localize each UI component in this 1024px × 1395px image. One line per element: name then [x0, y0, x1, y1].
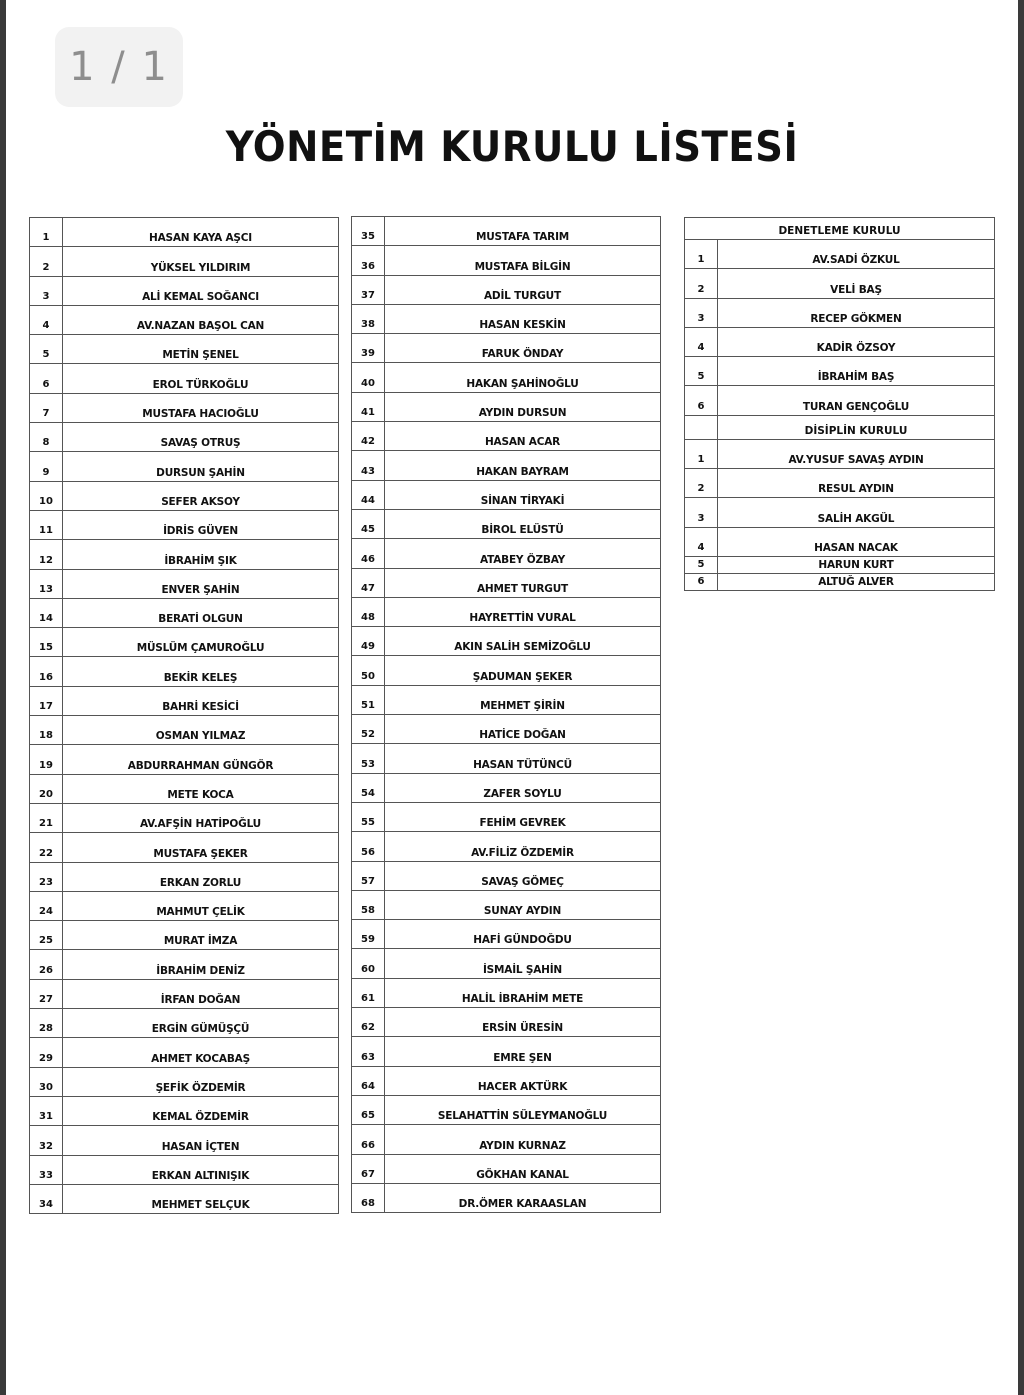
row-number: 8 — [30, 423, 63, 452]
row-number: 37 — [352, 275, 385, 304]
table-row — [30, 276, 339, 305]
row-number: 67 — [352, 1154, 385, 1183]
row-number: 53 — [352, 744, 385, 773]
table-row — [352, 480, 661, 509]
table-row — [30, 657, 339, 686]
header-number-cell — [685, 415, 718, 439]
table-row — [30, 452, 339, 481]
viewer-frame-left — [0, 0, 6, 1395]
member-name: ERSİN ÜRESİN — [385, 1008, 661, 1037]
member-name: AV.AFŞİN HATİPOĞLU — [63, 803, 339, 832]
row-number: 2 — [685, 269, 718, 298]
member-name: MUSTAFA BİLGİN — [385, 246, 661, 275]
row-number: 17 — [30, 686, 63, 715]
row-number: 39 — [352, 334, 385, 363]
member-name: SİNAN TİRYAKİ — [385, 480, 661, 509]
table-row — [30, 1184, 339, 1213]
member-name: İBRAHİM ŞIK — [63, 540, 339, 569]
row-number: 59 — [352, 920, 385, 949]
row-number: 27 — [30, 979, 63, 1008]
table-row — [352, 597, 661, 626]
member-name: MÜSLÜM ÇAMUROĞLU — [63, 628, 339, 657]
discipline-board-header — [685, 415, 995, 439]
row-number: 5 — [685, 556, 718, 573]
row-number: 2 — [30, 247, 63, 276]
member-name: SALİH AKGÜL — [718, 498, 995, 527]
table-row — [30, 510, 339, 539]
member-name: KEMAL ÖZDEMİR — [63, 1096, 339, 1125]
row-number: 64 — [352, 1066, 385, 1095]
row-number: 4 — [30, 305, 63, 334]
row-number: 40 — [352, 363, 385, 392]
table-row — [352, 304, 661, 333]
member-name: KADİR ÖZSOY — [718, 327, 995, 356]
table-row — [685, 498, 995, 527]
row-number: 3 — [685, 498, 718, 527]
table-row — [352, 1154, 661, 1183]
member-name: HASAN ACAR — [385, 422, 661, 451]
row-number: 1 — [685, 240, 718, 269]
row-number: 1 — [685, 439, 718, 468]
member-name: ŞADUMAN ŞEKER — [385, 656, 661, 685]
member-name: HAYRETTİN VURAL — [385, 597, 661, 626]
table-row — [30, 979, 339, 1008]
member-name: AV.NAZAN BAŞOL CAN — [63, 305, 339, 334]
table-row — [30, 1009, 339, 1038]
row-number: 51 — [352, 685, 385, 714]
member-name: ERKAN ZORLU — [63, 862, 339, 891]
table-row — [685, 556, 995, 573]
table-row — [30, 1155, 339, 1184]
row-number: 6 — [30, 364, 63, 393]
table-row — [30, 716, 339, 745]
row-number: 46 — [352, 539, 385, 568]
table-row — [352, 949, 661, 978]
table-row — [30, 598, 339, 627]
row-number: 55 — [352, 802, 385, 831]
table-row — [30, 393, 339, 422]
row-number: 21 — [30, 803, 63, 832]
member-name: AHMET KOCABAŞ — [63, 1038, 339, 1067]
table-row — [30, 569, 339, 598]
table-row — [352, 1008, 661, 1037]
row-number: 28 — [30, 1009, 63, 1038]
member-name: ZAFER SOYLU — [385, 773, 661, 802]
audit-board-header — [685, 218, 995, 240]
member-name: VELİ BAŞ — [718, 269, 995, 298]
table-row — [352, 978, 661, 1007]
table-row — [30, 862, 339, 891]
table-row — [685, 240, 995, 269]
member-name: ENVER ŞAHİN — [63, 569, 339, 598]
table-row — [352, 656, 661, 685]
member-name: HAFİ GÜNDOĞDU — [385, 920, 661, 949]
table-row — [352, 920, 661, 949]
table-row — [352, 744, 661, 773]
member-name: HAKAN ŞAHİNOĞLU — [385, 363, 661, 392]
row-number: 66 — [352, 1125, 385, 1154]
table-row — [352, 1095, 661, 1124]
row-number: 9 — [30, 452, 63, 481]
member-name: SAVAŞ OTRUŞ — [63, 423, 339, 452]
row-number: 35 — [352, 217, 385, 246]
row-number: 4 — [685, 527, 718, 556]
table-row — [30, 364, 339, 393]
row-number: 49 — [352, 627, 385, 656]
member-name: HASAN İÇTEN — [63, 1126, 339, 1155]
member-name: EROL TÜRKOĞLU — [63, 364, 339, 393]
member-name: ŞEFİK ÖZDEMİR — [63, 1067, 339, 1096]
member-name: SEFER AKSOY — [63, 481, 339, 510]
table-row — [352, 275, 661, 304]
row-number: 60 — [352, 949, 385, 978]
table-row — [352, 1183, 661, 1212]
table-row — [30, 335, 339, 364]
member-name: OSMAN YILMAZ — [63, 716, 339, 745]
table-row — [685, 269, 995, 298]
member-name: ALTUĞ ALVER — [718, 573, 995, 590]
row-number: 1 — [30, 218, 63, 247]
audit-board-title: DENETLEME KURULU — [685, 218, 995, 240]
table-row — [352, 568, 661, 597]
table-row — [352, 363, 661, 392]
table-row — [352, 392, 661, 421]
table-row — [352, 773, 661, 802]
member-name: MURAT İMZA — [63, 921, 339, 950]
row-number: 26 — [30, 950, 63, 979]
table-row — [30, 1096, 339, 1125]
row-number: 57 — [352, 861, 385, 890]
board-list-column-1 — [29, 217, 339, 1214]
member-name: BİROL ELÜSTÜ — [385, 509, 661, 538]
table-row — [352, 422, 661, 451]
row-number: 61 — [352, 978, 385, 1007]
table-row — [352, 246, 661, 275]
table-row — [352, 1037, 661, 1066]
row-number: 5 — [685, 357, 718, 386]
member-name: İRFAN DOĞAN — [63, 979, 339, 1008]
table-row — [352, 802, 661, 831]
table-row — [352, 685, 661, 714]
member-name: YÜKSEL YILDIRIM — [63, 247, 339, 276]
table-row — [30, 247, 339, 276]
row-number: 30 — [30, 1067, 63, 1096]
row-number: 41 — [352, 392, 385, 421]
row-number: 13 — [30, 569, 63, 598]
member-name: HALİL İBRAHİM METE — [385, 978, 661, 1007]
row-number: 33 — [30, 1155, 63, 1184]
row-number: 44 — [352, 480, 385, 509]
table-row — [30, 540, 339, 569]
table-row — [685, 527, 995, 556]
table-row — [352, 334, 661, 363]
member-name: ADİL TURGUT — [385, 275, 661, 304]
table-row — [352, 715, 661, 744]
table-row — [30, 774, 339, 803]
table-row — [30, 423, 339, 452]
member-name: MUSTAFA ŞEKER — [63, 833, 339, 862]
row-number: 11 — [30, 510, 63, 539]
member-name: ABDURRAHMAN GÜNGÖR — [63, 745, 339, 774]
member-name: GÖKHAN KANAL — [385, 1154, 661, 1183]
member-name: EMRE ŞEN — [385, 1037, 661, 1066]
row-number: 48 — [352, 597, 385, 626]
member-name: BERATİ OLGUN — [63, 598, 339, 627]
member-name: ERGİN GÜMÜŞÇÜ — [63, 1009, 339, 1038]
row-number: 20 — [30, 774, 63, 803]
member-name: AHMET TURGUT — [385, 568, 661, 597]
table-row — [352, 861, 661, 890]
table-row — [30, 891, 339, 920]
row-number: 34 — [30, 1184, 63, 1213]
row-number: 6 — [685, 386, 718, 415]
member-name: FARUK ÖNDAY — [385, 334, 661, 363]
table-row — [30, 745, 339, 774]
member-name: FEHİM GEVREK — [385, 802, 661, 831]
member-name: ERKAN ALTINIŞIK — [63, 1155, 339, 1184]
row-number: 16 — [30, 657, 63, 686]
member-name: HASAN NACAK — [718, 527, 995, 556]
row-number: 10 — [30, 481, 63, 510]
member-name: BAHRİ KESİCİ — [63, 686, 339, 715]
row-number: 4 — [685, 327, 718, 356]
row-number: 43 — [352, 451, 385, 480]
table-row — [352, 627, 661, 656]
table-row — [685, 298, 995, 327]
member-name: METE KOCA — [63, 774, 339, 803]
member-name: HACER AKTÜRK — [385, 1066, 661, 1095]
page-indicator: 1 / 1 — [55, 27, 183, 107]
table-row — [30, 803, 339, 832]
member-name: AV.SADİ ÖZKUL — [718, 240, 995, 269]
member-name: İBRAHİM BAŞ — [718, 357, 995, 386]
table-row — [30, 921, 339, 950]
row-number: 23 — [30, 862, 63, 891]
row-number: 19 — [30, 745, 63, 774]
row-number: 68 — [352, 1183, 385, 1212]
table-row — [352, 1125, 661, 1154]
table-row — [685, 573, 995, 590]
table-row — [30, 686, 339, 715]
member-name: AYDIN KURNAZ — [385, 1125, 661, 1154]
member-name: RECEP GÖKMEN — [718, 298, 995, 327]
row-number: 31 — [30, 1096, 63, 1125]
row-number: 3 — [30, 276, 63, 305]
member-name: HASAN KESKİN — [385, 304, 661, 333]
row-number: 36 — [352, 246, 385, 275]
member-name: HAKAN BAYRAM — [385, 451, 661, 480]
member-name: BEKİR KELEŞ — [63, 657, 339, 686]
member-name: MEHMET ŞİRİN — [385, 685, 661, 714]
member-name: SELAHATTİN SÜLEYMANOĞLU — [385, 1095, 661, 1124]
member-name: İSMAİL ŞAHİN — [385, 949, 661, 978]
member-name: MEHMET SELÇUK — [63, 1184, 339, 1213]
table-row — [685, 357, 995, 386]
row-number: 24 — [30, 891, 63, 920]
row-number: 38 — [352, 304, 385, 333]
member-name: TURAN GENÇOĞLU — [718, 386, 995, 415]
member-name: AYDIN DURSUN — [385, 392, 661, 421]
member-name: SAVAŞ GÖMEÇ — [385, 861, 661, 890]
row-number: 29 — [30, 1038, 63, 1067]
table-row — [685, 386, 995, 415]
table-row — [30, 833, 339, 862]
row-number: 50 — [352, 656, 385, 685]
row-number: 2 — [685, 469, 718, 498]
row-number: 25 — [30, 921, 63, 950]
table-row — [685, 327, 995, 356]
member-name: MUSTAFA HACIOĞLU — [63, 393, 339, 422]
member-name: RESUL AYDIN — [718, 469, 995, 498]
table-row — [352, 451, 661, 480]
row-number: 18 — [30, 716, 63, 745]
row-number: 7 — [30, 393, 63, 422]
table-row — [685, 469, 995, 498]
row-number: 42 — [352, 422, 385, 451]
table-row — [30, 950, 339, 979]
row-number: 6 — [685, 573, 718, 590]
member-name: ALİ KEMAL SOĞANCI — [63, 276, 339, 305]
row-number: 65 — [352, 1095, 385, 1124]
table-row — [30, 1038, 339, 1067]
table-row — [30, 628, 339, 657]
member-name: SUNAY AYDIN — [385, 890, 661, 919]
document-title: YÖNETİM KURULU LİSTESİ — [225, 122, 799, 171]
row-number: 58 — [352, 890, 385, 919]
viewer-frame-right — [1018, 0, 1024, 1395]
member-name: HASAN KAYA AŞCI — [63, 218, 339, 247]
table-row — [352, 217, 661, 246]
member-name: HATİCE DOĞAN — [385, 715, 661, 744]
member-name: AKIN SALİH SEMİZOĞLU — [385, 627, 661, 656]
row-number: 12 — [30, 540, 63, 569]
board-list-column-2 — [351, 216, 661, 1213]
committee-lists — [684, 217, 995, 591]
row-number: 3 — [685, 298, 718, 327]
table-row — [30, 481, 339, 510]
table-row — [685, 439, 995, 468]
table-row — [352, 832, 661, 861]
row-number: 56 — [352, 832, 385, 861]
row-number: 45 — [352, 509, 385, 538]
member-name: DR.ÖMER KARAASLAN — [385, 1183, 661, 1212]
row-number: 14 — [30, 598, 63, 627]
row-number: 22 — [30, 833, 63, 862]
member-name: HASAN TÜTÜNCÜ — [385, 744, 661, 773]
table-row — [30, 1126, 339, 1155]
discipline-board-title: DİSİPLİN KURULU — [718, 415, 995, 439]
member-name: ATABEY ÖZBAY — [385, 539, 661, 568]
member-name: METİN ŞENEL — [63, 335, 339, 364]
row-number: 47 — [352, 568, 385, 597]
table-row — [352, 509, 661, 538]
table-row — [30, 218, 339, 247]
row-number: 32 — [30, 1126, 63, 1155]
row-number: 15 — [30, 628, 63, 657]
row-number: 52 — [352, 715, 385, 744]
table-row — [30, 305, 339, 334]
table-row — [352, 890, 661, 919]
member-name: İBRAHİM DENİZ — [63, 950, 339, 979]
table-row — [30, 1067, 339, 1096]
table-row — [352, 1066, 661, 1095]
table-row — [352, 539, 661, 568]
row-number: 54 — [352, 773, 385, 802]
member-name: HARUN KURT — [718, 556, 995, 573]
member-name: AV.YUSUF SAVAŞ AYDIN — [718, 439, 995, 468]
row-number: 63 — [352, 1037, 385, 1066]
member-name: MUSTAFA TARIM — [385, 217, 661, 246]
member-name: AV.FİLİZ ÖZDEMİR — [385, 832, 661, 861]
row-number: 5 — [30, 335, 63, 364]
member-name: MAHMUT ÇELİK — [63, 891, 339, 920]
member-name: DURSUN ŞAHİN — [63, 452, 339, 481]
member-name: İDRİS GÜVEN — [63, 510, 339, 539]
row-number: 62 — [352, 1008, 385, 1037]
